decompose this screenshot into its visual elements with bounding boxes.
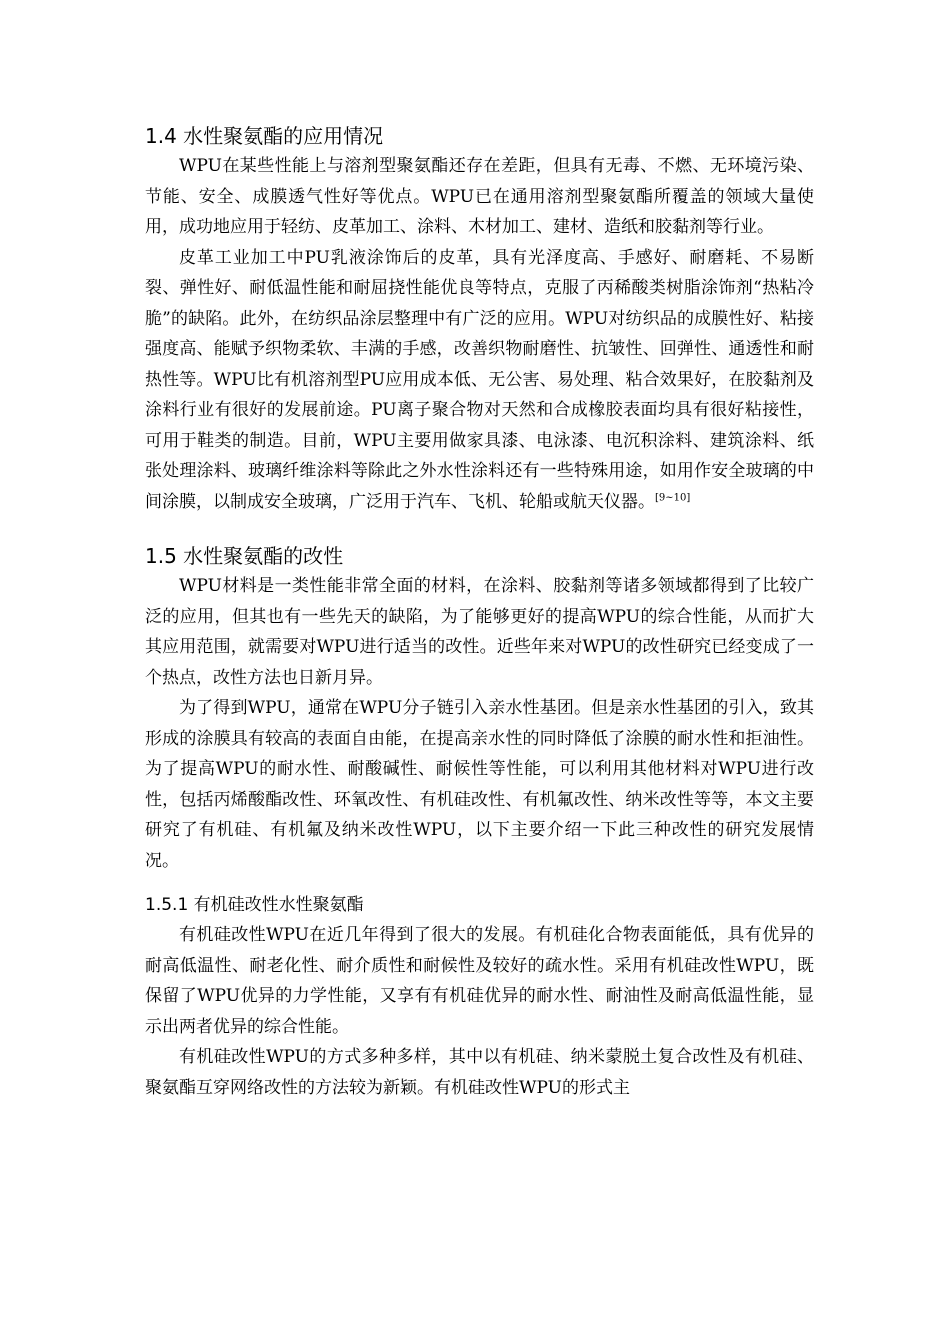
paragraph: WPU在某些性能上与溶剂型聚氨酯还存在差距，但具有无毒、不燃、无环境污染、节能、安全、成膜透气性好等优点。WPU已在通用溶剂型聚氨酯所覆盖的领域大量使用，成功地应用于轻纺、皮革加工、涂料、木材加工、建材、造纸和胶黏剂等行业。 — [145, 156, 814, 237]
section-heading: 1.5 水性聚氨酯的改性 — [145, 544, 344, 568]
section-1-4 — [145, 121, 814, 517]
paragraph-text: 皮革工业加工中PU乳液涂饰后的皮革，具有光泽度高、手感好、耐磨耗、不易断裂、弹性好、耐低温性能和耐屈挠性能优良等特点，克服了丙稀酸类树脂涂饰剂“热粘冷脆”的缺陷。此外，在纺织品涂层整理中有广泛的应用。WPU对纺织品的成膜性好、粘接强度高、能赋予织物柔软、丰满的手感，改善织物耐磨性、抗皱性、回弹性、通透性和耐热性等。WPU比有机溶剂型PU应用成本低、无公害、易处理、粘合效果好，在胶黏剂及涂料行业有很好的发展前途。PU离子聚合物对天然和合成橡胶表面均具有很好粘接性，可用于鞋类的制造。目前，WPU主要用做家具漆、电泳漆、电沉积涂料、建筑涂料、纸张处理涂料、玻璃纤维涂料等除此之外水性涂料还有一些特殊用途，如用作安全玻璃的中间涂膜，以制成安全玻璃，广泛用于汽车、飞机、轮船或航天仪器。 — [145, 247, 814, 512]
spacer — [145, 517, 814, 541]
subsection-heading: 1.5.1 有机硅改性水性聚氨酯 — [145, 895, 364, 915]
section-1-5-1 — [145, 890, 814, 1103]
section-heading: 1.4 水性聚氨酯的应用情况 — [145, 124, 384, 148]
paragraph: 有机硅改性WPU在近几年得到了很大的发展。有机硅化合物表面能低，具有优异的耐高低温性、耐老化性、耐介质性和耐候性及较好的疏水性。采用有机硅改性WPU，既保留了WPU优异的力学性能，又享有有机硅优异的耐水性、耐油性及耐高低温性能，显示出两者优异的综合性能。 — [145, 925, 814, 1037]
citation: [9~10] — [655, 491, 691, 503]
section-1-5 — [145, 541, 814, 876]
paragraph: WPU材料是一类性能非常全面的材料，在涂料、胶黏剂等诸多领域都得到了比较广泛的应用，但其也有一些先天的缺陷，为了能够更好的提高WPU的综合性能，从而扩大其应用范围，就需要对WPU进行适当的改性。近些年来对WPU的改性研究已经变成了一个热点，改性方法也日新月异。 — [145, 576, 814, 688]
paragraph — [145, 243, 814, 518]
spacer — [145, 876, 814, 890]
paragraph: 有机硅改性WPU的方式多种多样，其中以有机硅、纳米蒙脱土复合改性及有机硅、聚氨酯互穿网络改性的方法较为新颖。有机硅改性WPU的形式主 — [145, 1047, 814, 1098]
paragraph: 为了得到WPU，通常在WPU分子链引入亲水性基团。但是亲水性基团的引入，致其形成的涂膜具有较高的表面自由能，在提高亲水性的同时降低了涂膜的耐水性和拒油性。为了提高WPU的耐水性、耐酸碱性、耐候性等性能，可以利用其他材料对WPU进行改性，包括丙烯酸酯改性、环氧改性、有机硅改性、有机氟改性、纳米改性等等，本文主要研究了有机硅、有机氟及纳米改性WPU，以下主要介绍一下此三种改性的研究发展情况。 — [145, 698, 814, 871]
